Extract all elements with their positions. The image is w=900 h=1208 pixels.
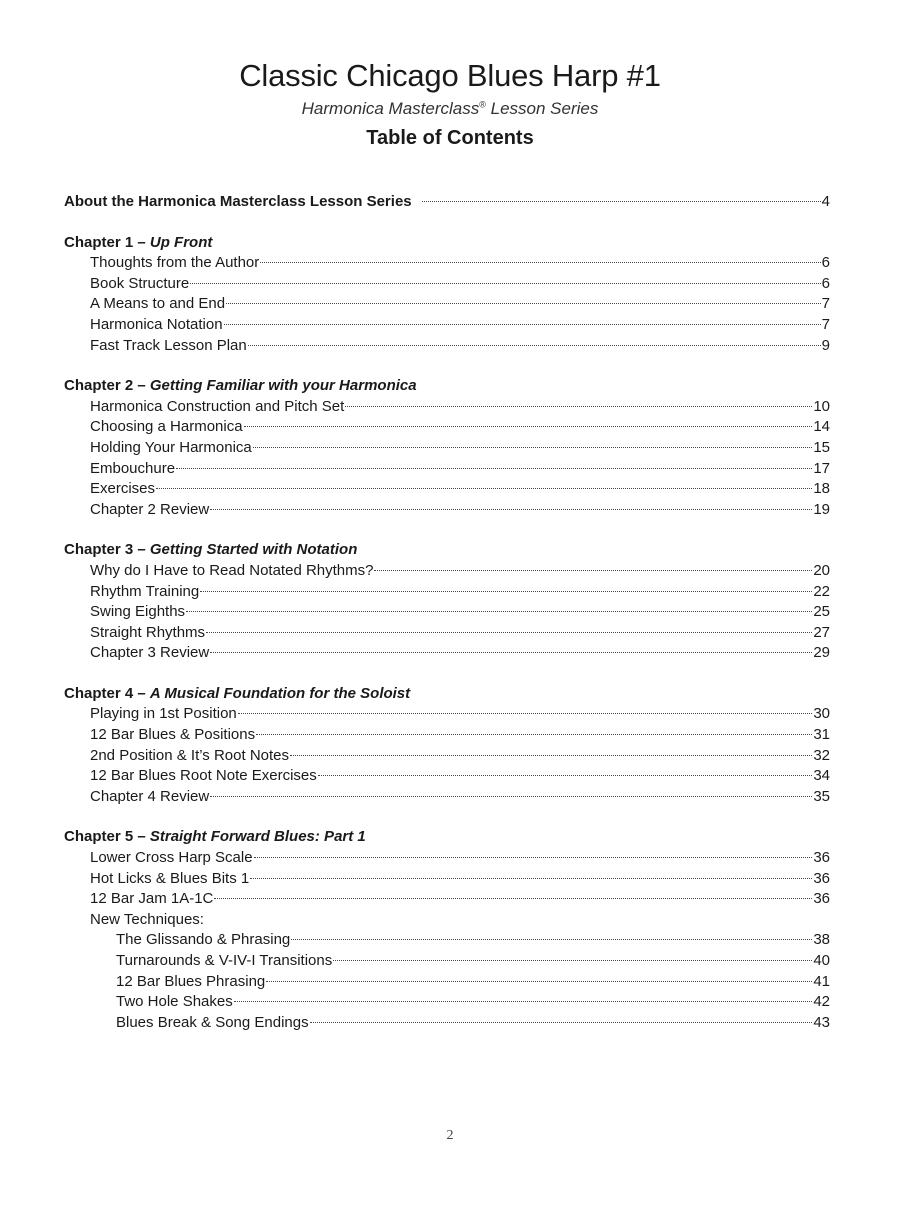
toc-entry-label: Straight Rhythms bbox=[90, 623, 206, 641]
toc-entry-label: Harmonica Construction and Pitch Set bbox=[90, 397, 345, 415]
chapter-3-heading bbox=[64, 540, 830, 561]
toc-entry-page: 4 bbox=[821, 193, 830, 210]
chapter-prefix: Chapter 1 – bbox=[64, 233, 150, 251]
toc-entry-label: The Glissando & Phrasing bbox=[116, 931, 291, 949]
toc-subentry[interactable] bbox=[64, 951, 830, 972]
toc-entry[interactable] bbox=[64, 704, 830, 725]
toc-entry-page: 7 bbox=[821, 315, 830, 333]
toc-entry-page: 32 bbox=[813, 746, 830, 764]
dot-leader bbox=[254, 857, 813, 858]
toc-entry-page: 27 bbox=[813, 623, 830, 641]
toc-entry-page: 41 bbox=[813, 972, 830, 990]
toc-entry[interactable] bbox=[64, 500, 830, 521]
dot-leader bbox=[318, 775, 813, 776]
toc-entry[interactable] bbox=[64, 336, 830, 357]
toc-entry-page: 29 bbox=[813, 644, 830, 662]
toc-entry-page: 17 bbox=[813, 459, 830, 477]
toc-entry[interactable] bbox=[64, 479, 830, 500]
toc-entry-label: Exercises bbox=[90, 480, 156, 498]
toc-entry-page: 38 bbox=[813, 931, 830, 949]
dot-leader bbox=[176, 468, 812, 469]
toc-entry-page: 9 bbox=[821, 336, 830, 354]
toc-entry-label: Choosing a Harmonica bbox=[90, 418, 243, 436]
dot-leader bbox=[210, 796, 812, 797]
dot-leader bbox=[422, 201, 821, 202]
toc-entry-label: Two Hole Shakes bbox=[116, 993, 233, 1011]
toc-entry-page: 6 bbox=[821, 274, 830, 292]
toc-entry-page: 40 bbox=[813, 952, 830, 969]
toc-entry-page: 6 bbox=[821, 254, 830, 272]
chapter-5-heading bbox=[64, 827, 830, 848]
chapter-1-heading bbox=[64, 233, 830, 254]
toc-entry-label: Why do I Have to Read Notated Rhythms? bbox=[90, 561, 374, 579]
dot-leader bbox=[253, 447, 813, 448]
toc-entry-page: 19 bbox=[813, 500, 830, 518]
chapter-title: Getting Started with Notation bbox=[149, 541, 358, 559]
toc-entry-label: Lower Cross Harp Scale bbox=[90, 849, 253, 867]
toc-entry-label: Thoughts from the Author bbox=[90, 254, 260, 272]
dot-leader bbox=[250, 878, 812, 879]
table-of-contents bbox=[64, 192, 830, 1033]
toc-entry[interactable] bbox=[64, 787, 830, 808]
dot-leader bbox=[310, 1022, 813, 1023]
toc-entry-page: 34 bbox=[813, 767, 830, 785]
series-subtitle bbox=[0, 99, 900, 119]
toc-entry-page: 25 bbox=[813, 603, 830, 621]
chapter-title: Getting Familiar with your Harmonica bbox=[149, 377, 417, 395]
dot-leader bbox=[224, 324, 821, 325]
chapter-title: Up Front bbox=[149, 233, 213, 251]
dot-leader bbox=[374, 570, 812, 571]
toc-entry-page: 36 bbox=[813, 890, 830, 908]
toc-entry[interactable] bbox=[64, 602, 830, 623]
toc-entry-page: 31 bbox=[813, 726, 830, 744]
toc-subentry[interactable] bbox=[64, 930, 830, 951]
dot-leader bbox=[200, 591, 812, 592]
dot-leader bbox=[238, 713, 813, 714]
dot-leader bbox=[210, 652, 812, 653]
dot-leader bbox=[186, 611, 812, 612]
dot-leader bbox=[290, 755, 812, 756]
series-name: Harmonica Masterclass bbox=[301, 99, 480, 118]
toc-entry-label: About the Harmonica Masterclass Lesson Series bbox=[64, 193, 412, 210]
dot-leader bbox=[266, 981, 812, 982]
dot-leader bbox=[234, 1001, 813, 1002]
toc-entry-page: 15 bbox=[813, 438, 830, 456]
dot-leader bbox=[291, 939, 812, 940]
chapter-4-heading bbox=[64, 684, 830, 705]
dot-leader bbox=[333, 960, 812, 961]
toc-entry-label: Rhythm Training bbox=[90, 582, 200, 600]
toc-entry-intro[interactable] bbox=[64, 192, 830, 213]
chapter-prefix: Chapter 2 – bbox=[64, 377, 150, 395]
toc-entry-label: 12 Bar Blues Phrasing bbox=[116, 972, 266, 990]
toc-entry-page: 22 bbox=[813, 582, 830, 600]
toc-entry[interactable] bbox=[64, 725, 830, 746]
chapter-prefix: Chapter 5 – bbox=[64, 828, 150, 846]
toc-subentry[interactable] bbox=[64, 972, 830, 993]
toc-entry-page: 10 bbox=[813, 397, 830, 415]
toc-entry[interactable] bbox=[64, 623, 830, 644]
chapter-prefix: Chapter 3 – bbox=[64, 541, 150, 559]
toc-entry[interactable] bbox=[64, 397, 830, 418]
toc-entry[interactable] bbox=[64, 848, 830, 869]
toc-entry-label: 12 Bar Blues & Positions bbox=[90, 726, 256, 744]
toc-entry[interactable] bbox=[64, 315, 830, 336]
book-title: Classic Chicago Blues Harp #1 bbox=[239, 58, 661, 93]
toc-entry-page: 35 bbox=[813, 787, 830, 805]
toc-entry[interactable] bbox=[64, 869, 830, 890]
toc-entry-page: 18 bbox=[813, 480, 830, 498]
dot-leader bbox=[244, 426, 813, 427]
toc-entry-page: 42 bbox=[813, 993, 830, 1011]
toc-entry[interactable] bbox=[64, 253, 830, 274]
toc-subentry[interactable] bbox=[64, 1013, 830, 1034]
chapter-title: Straight Forward Blues: Part 1 bbox=[149, 828, 366, 846]
toc-entry-label: Playing in 1st Position bbox=[90, 705, 237, 723]
toc-entry-label: Chapter 4 Review bbox=[90, 787, 210, 805]
dot-leader bbox=[156, 488, 812, 489]
toc-entry-label: Blues Break & Song Endings bbox=[116, 1013, 309, 1031]
toc-entry[interactable] bbox=[64, 274, 830, 295]
toc-entry-label: Book Structure bbox=[90, 274, 190, 292]
toc-entry-page: 36 bbox=[813, 849, 830, 867]
toc-entry-label: 12 Bar Jam 1A-1C bbox=[90, 890, 214, 908]
dot-leader bbox=[248, 345, 821, 346]
dot-leader bbox=[214, 898, 812, 899]
page-number: 2 bbox=[446, 1128, 454, 1143]
toc-entry-label: Embouchure bbox=[90, 459, 176, 477]
dot-leader bbox=[190, 283, 820, 284]
toc-entry-label: Harmonica Notation bbox=[90, 315, 223, 333]
toc-entry-page: 36 bbox=[813, 869, 830, 887]
toc-entry-label: Hot Licks & Blues Bits 1 bbox=[90, 869, 250, 887]
toc-entry-label: Holding Your Harmonica bbox=[90, 438, 252, 456]
toc-entry-label: Swing Eighths bbox=[90, 603, 186, 621]
chapter-title: A Musical Foundation for the Soloist bbox=[149, 684, 411, 702]
toc-entry[interactable] bbox=[64, 417, 830, 438]
toc-subentry[interactable] bbox=[64, 992, 830, 1013]
dot-leader bbox=[256, 734, 812, 735]
toc-entry-page: 14 bbox=[813, 418, 830, 436]
toc-entry-label: Turnarounds & V-IV-I Transitions bbox=[116, 952, 333, 969]
toc-entry-label: Chapter 2 Review bbox=[90, 500, 210, 518]
toc-group-label: New Techniques: bbox=[90, 910, 204, 928]
toc-entry[interactable] bbox=[64, 459, 830, 480]
dot-leader bbox=[210, 509, 812, 510]
toc-entry[interactable] bbox=[64, 889, 830, 910]
dot-leader bbox=[345, 406, 812, 407]
toc-heading: Table of Contents bbox=[366, 127, 534, 149]
toc-entry-page: 43 bbox=[813, 1013, 830, 1031]
toc-entry-page: 7 bbox=[821, 295, 830, 313]
toc-entry-label: A Means to and End bbox=[90, 295, 226, 313]
registered-mark: ® bbox=[479, 99, 486, 110]
chapter-2-heading bbox=[64, 376, 830, 397]
toc-entry[interactable] bbox=[64, 766, 830, 787]
toc-entry[interactable] bbox=[64, 582, 830, 603]
dot-leader bbox=[260, 262, 820, 263]
dot-leader bbox=[206, 632, 812, 633]
toc-entry-label: 12 Bar Blues Root Note Exercises bbox=[90, 767, 317, 785]
toc-entry[interactable] bbox=[64, 438, 830, 459]
toc-entry[interactable] bbox=[64, 561, 830, 582]
toc-entry-label: Chapter 3 Review bbox=[90, 644, 210, 662]
toc-entry[interactable] bbox=[64, 746, 830, 767]
toc-entry-page: 20 bbox=[813, 561, 830, 579]
toc-entry-page: 30 bbox=[813, 705, 830, 723]
toc-entry-label: 2nd Position & It’s Root Notes bbox=[90, 746, 289, 764]
dot-leader bbox=[226, 303, 821, 304]
series-suffix: Lesson Series bbox=[485, 99, 599, 118]
toc-entry-label: Fast Track Lesson Plan bbox=[90, 336, 247, 354]
toc-entry[interactable] bbox=[64, 643, 830, 664]
chapter-prefix: Chapter 4 – bbox=[64, 684, 150, 702]
toc-entry[interactable] bbox=[64, 294, 830, 315]
